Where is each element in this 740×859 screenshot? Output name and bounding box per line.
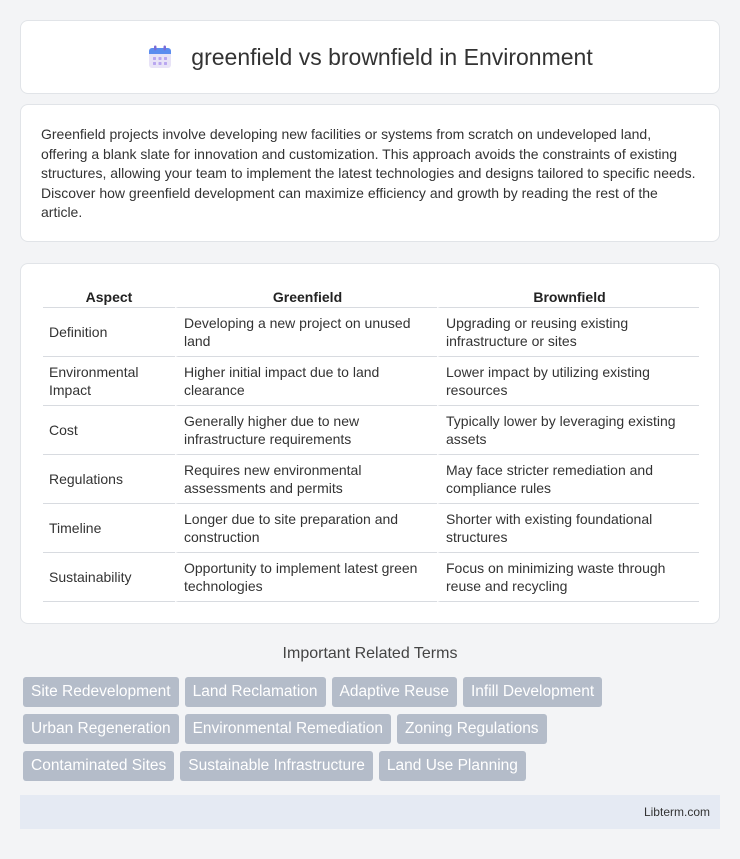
cell-aspect: Sustainability [43, 553, 175, 602]
cell-greenfield: Opportunity to implement latest green technologies [175, 553, 437, 602]
related-terms-title: Important Related Terms [282, 645, 458, 662]
tag-environmental-remediation[interactable]: Environmental Remediation [185, 714, 391, 744]
table-row [43, 308, 699, 357]
tag-row [23, 751, 723, 781]
intro-paragraph: Greenfield projects involve developing new facilities or systems from scratch on undeveloped land, offering a blank slate for innovation and customization. This approach avoids the constraints of existing structures, allowing your team to implement the latest technologies and designs tailored to specific needs. Discover how greenfield development can maximize efficiency and growth by reading the rest of the article. [41, 126, 696, 220]
cell-brownfield: May face stricter remediation and compliance rules [437, 455, 699, 504]
intro-card [20, 104, 720, 242]
tag-land-use-planning[interactable]: Land Use Planning [379, 751, 526, 781]
cell-greenfield: Generally higher due to new infrastructure requirements [175, 406, 437, 455]
table-row [43, 553, 699, 602]
cell-brownfield: Lower impact by utilizing existing resources [437, 357, 699, 406]
cell-greenfield: Requires new environmental assessments and permits [175, 455, 437, 504]
table-row [43, 357, 699, 406]
header [147, 44, 592, 71]
comparison-table [43, 286, 699, 602]
cell-aspect: Timeline [43, 504, 175, 553]
header-greenfield: Greenfield [175, 286, 437, 308]
tag-land-reclamation[interactable]: Land Reclamation [185, 677, 326, 707]
related-terms [23, 677, 723, 788]
header-card [20, 20, 720, 94]
cell-brownfield: Shorter with existing foundational structures [437, 504, 699, 553]
tag-adaptive-reuse[interactable]: Adaptive Reuse [332, 677, 457, 707]
cell-aspect: Cost [43, 406, 175, 455]
cell-aspect: Regulations [43, 455, 175, 504]
table-header-row [43, 286, 699, 308]
footer [20, 795, 720, 829]
table-row [43, 406, 699, 455]
tag-row [23, 677, 723, 707]
cell-aspect: Environmental Impact [43, 357, 175, 406]
cell-brownfield: Typically lower by leveraging existing assets [437, 406, 699, 455]
cell-brownfield: Upgrading or reusing existing infrastructure or sites [437, 308, 699, 357]
tag-urban-regeneration[interactable]: Urban Regeneration [23, 714, 179, 744]
header-brownfield: Brownfield [437, 286, 699, 308]
table-row [43, 504, 699, 553]
comparison-table-card [20, 263, 720, 624]
tag-sustainable-infrastructure[interactable]: Sustainable Infrastructure [180, 751, 373, 781]
tag-contaminated-sites[interactable]: Contaminated Sites [23, 751, 174, 781]
cell-greenfield: Longer due to site preparation and construction [175, 504, 437, 553]
footer-site-link[interactable]: Libterm.com [643, 805, 710, 819]
cell-aspect: Definition [43, 308, 175, 357]
cell-brownfield: Focus on minimizing waste through reuse and recycling [437, 553, 699, 602]
page-title: greenfield vs brownfield in Environment [191, 43, 593, 70]
calendar-icon [147, 44, 173, 70]
header-aspect: Aspect [43, 286, 175, 308]
tag-zoning-regulations[interactable]: Zoning Regulations [397, 714, 547, 744]
tag-site-redevelopment[interactable]: Site Redevelopment [23, 677, 179, 707]
cell-greenfield: Higher initial impact due to land clearance [175, 357, 437, 406]
table-row [43, 455, 699, 504]
cell-greenfield: Developing a new project on unused land [175, 308, 437, 357]
tag-infill-development[interactable]: Infill Development [463, 677, 602, 707]
tag-row [23, 714, 723, 744]
